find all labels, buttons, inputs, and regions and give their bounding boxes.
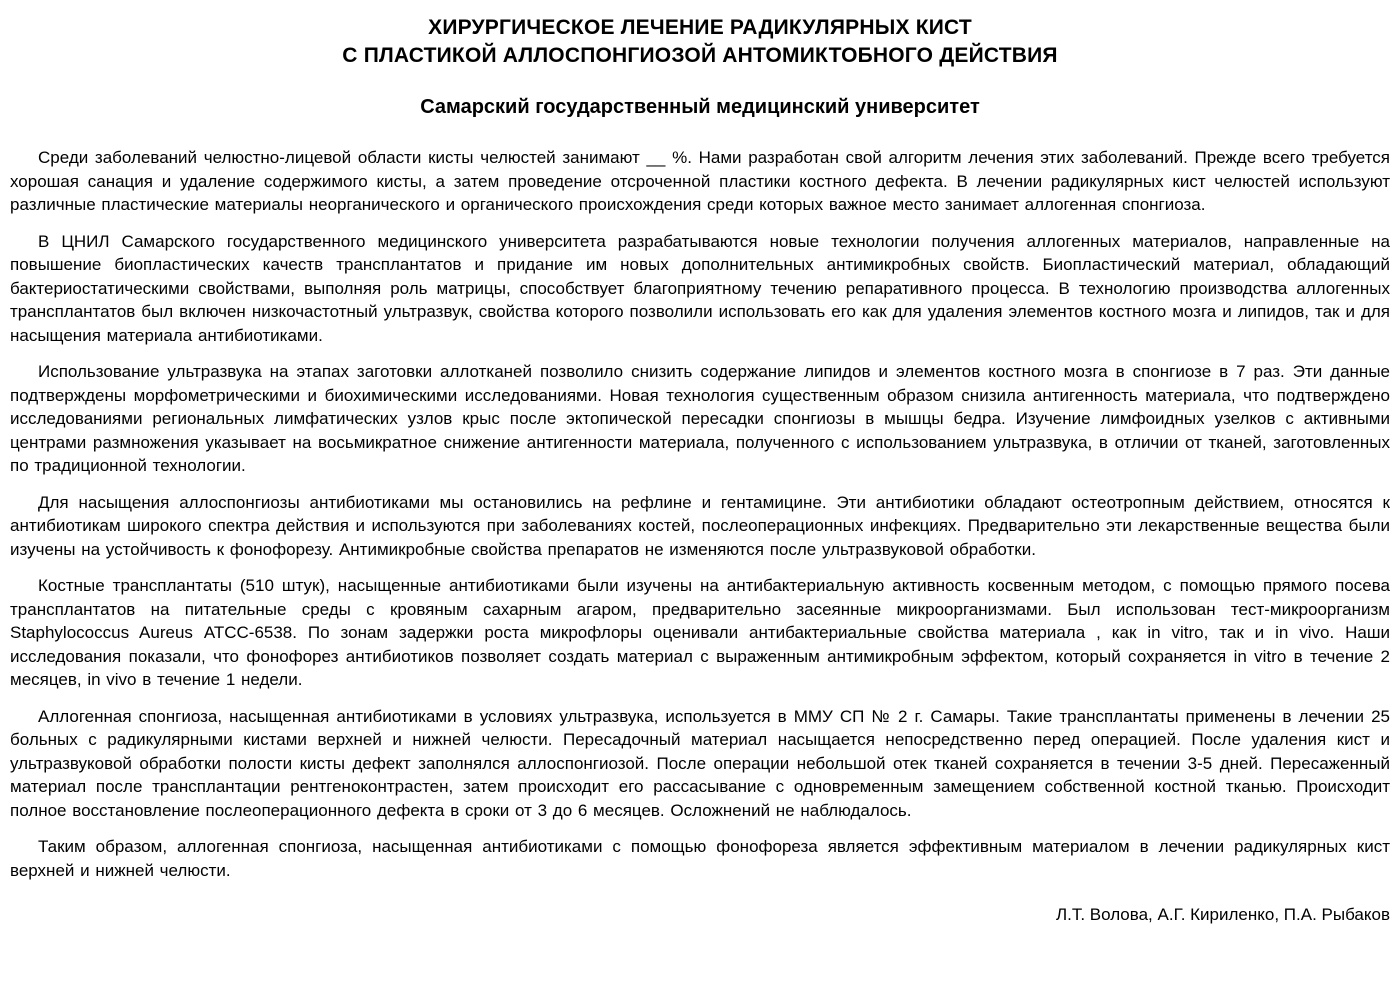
authors-line: Л.Т. Волова, А.Г. Кириленко, П.А. Рыбаков bbox=[1055, 905, 1390, 925]
document-subtitle: Самарский государственный медицинский университет bbox=[420, 96, 980, 119]
paragraph-ultrasound-results: Использование ультразвука на этапах заготовки аллотканей позволило снизить содержание липидов и элементов костного мозга в спонгиозе в 7 раз. Эти данные подтверждены морфометрическими и биохимическими исследованиями. Новая технология существенным образом снизила антигенность материала, что подтверждено исследованиями региональных лимфатических узлов крыс после эктопической пересадки спонгиозы в мышцы бедра. Изучение лимфоидных узелков с активными центрами размножения указывает на восьмикратное снижение антигенности материала, полученного с использованием ультразвука, в отличии от тканей, заготовленных по традиционной технологии. bbox=[10, 362, 1390, 476]
paragraph-bone-grafts-study: Костные трансплантаты (510 штук), насыщенные антибиотиками были изучены на антибактериальную активность косвенным методом, с помощью прямого посева трансплантатов на питательные среды с кровяным сахарным агаром, предварительно засеянные микроорганизмами. Был использован тест-микроорганизм Staphylococcus Aureus АТСС-6538. По зонам задержки роста микрофлоры оценивали антибактериальные свойства материала , как in vitro, так и in vivo. Наши исследования показали, что фонофорез антибиотиков позволяет создать материал с выраженным антимикробным эффектом, который сохраняется in vitro в течение 2 месяцев, in vivo в течение 1 недели. bbox=[10, 576, 1390, 690]
paragraph-tsnil-technology: В ЦНИЛ Самарского государственного медицинского университета разрабатываются новые технологии получения аллогенных материалов, направленные на повышение биопластических качеств трансплантатов и придание им новых дополнительных антимикробных свойств. Биопластический материал, обладающий бактериостатическими свойствами, выполняя роль матрицы, способствует благоприятному течению репаративного процесса. В технологию производства аллогенных трансплантатов был включен низкочастотный ультразвук, свойства которого позволили использовать его как для удаления элементов костного мозга и липидов, так и для насыщения материала антибиотиками. bbox=[10, 231, 1390, 345]
title-line-1: ХИРУРГИЧЕСКОЕ ЛЕЧЕНИЕ РАДИКУЛЯРНЫХ КИСТ bbox=[428, 16, 972, 39]
paragraph-intro: Среди заболеваний челюстно-лицевой области кисты челюстей занимают __ %. Нами разработан свой алгоритм лечения этих заболеваний. Прежде всего требуется хорошая санация и удаление содержимого кисты, а затем проведение отсроченной пластики костного дефекта. В лечении радикулярных кист челюстей используют различные пластические материалы неорганического и органического происхождения среди которых важное место занимает аллогенная спонгиоза. bbox=[10, 148, 1390, 215]
document-title bbox=[10, 14, 1390, 69]
paragraph-clinical-application: Аллогенная спонгиоза, насыщенная антибиотиками в условиях ультразвука, используется в ММУ СП № 2 г. Самары. Такие трансплантаты применены в лечении 25 больных с радикулярными кистами верхней и нижней челюсти. Пересадочный материал насыщается непосредственно перед операцией. После удаления кист и ультразвуковой обработки полости кисты дефект заполнялся аллоспонгиозой. После операции небольшой отек тканей сохраняется в течении 3-5 дней. Пересаженный материал после трансплантации рентгеноконтрастен, затем происходит его рассасывание с одновременным замещением собственной костной тканью. Происходит полное восстановление послеоперационного дефекта в сроки от 3 до 6 месяцев. Осложнений не наблюдалось. bbox=[10, 706, 1390, 820]
paragraph-conclusion: Таким образом, аллогенная спонгиоза, насыщенная антибиотиками с помощью фонофореза является эффективным материалом в лечении радикулярных кист верхней и нижней челюсти. bbox=[10, 837, 1390, 880]
paragraph-antibiotics-choice: Для насыщения аллоспонгиозы антибиотиками мы остановились на рефлине и гентамицине. Эти антибиотики обладают остеотропным действием, относятся к антибиотикам широкого спектра действия и используются при заболеваниях костей, послеоперационных инфекциях. Предварительно эти лекарственные вещества были изучены на устойчивость к фонофорезу. Антимикробные свойства препаратов не изменяются после ультразвуковой обработки. bbox=[10, 492, 1390, 559]
title-line-2: С ПЛАСТИКОЙ АЛЛОСПОНГИОЗОЙ АНТОМИКТОБНОГО ДЕЙСТВИЯ bbox=[342, 43, 1058, 67]
